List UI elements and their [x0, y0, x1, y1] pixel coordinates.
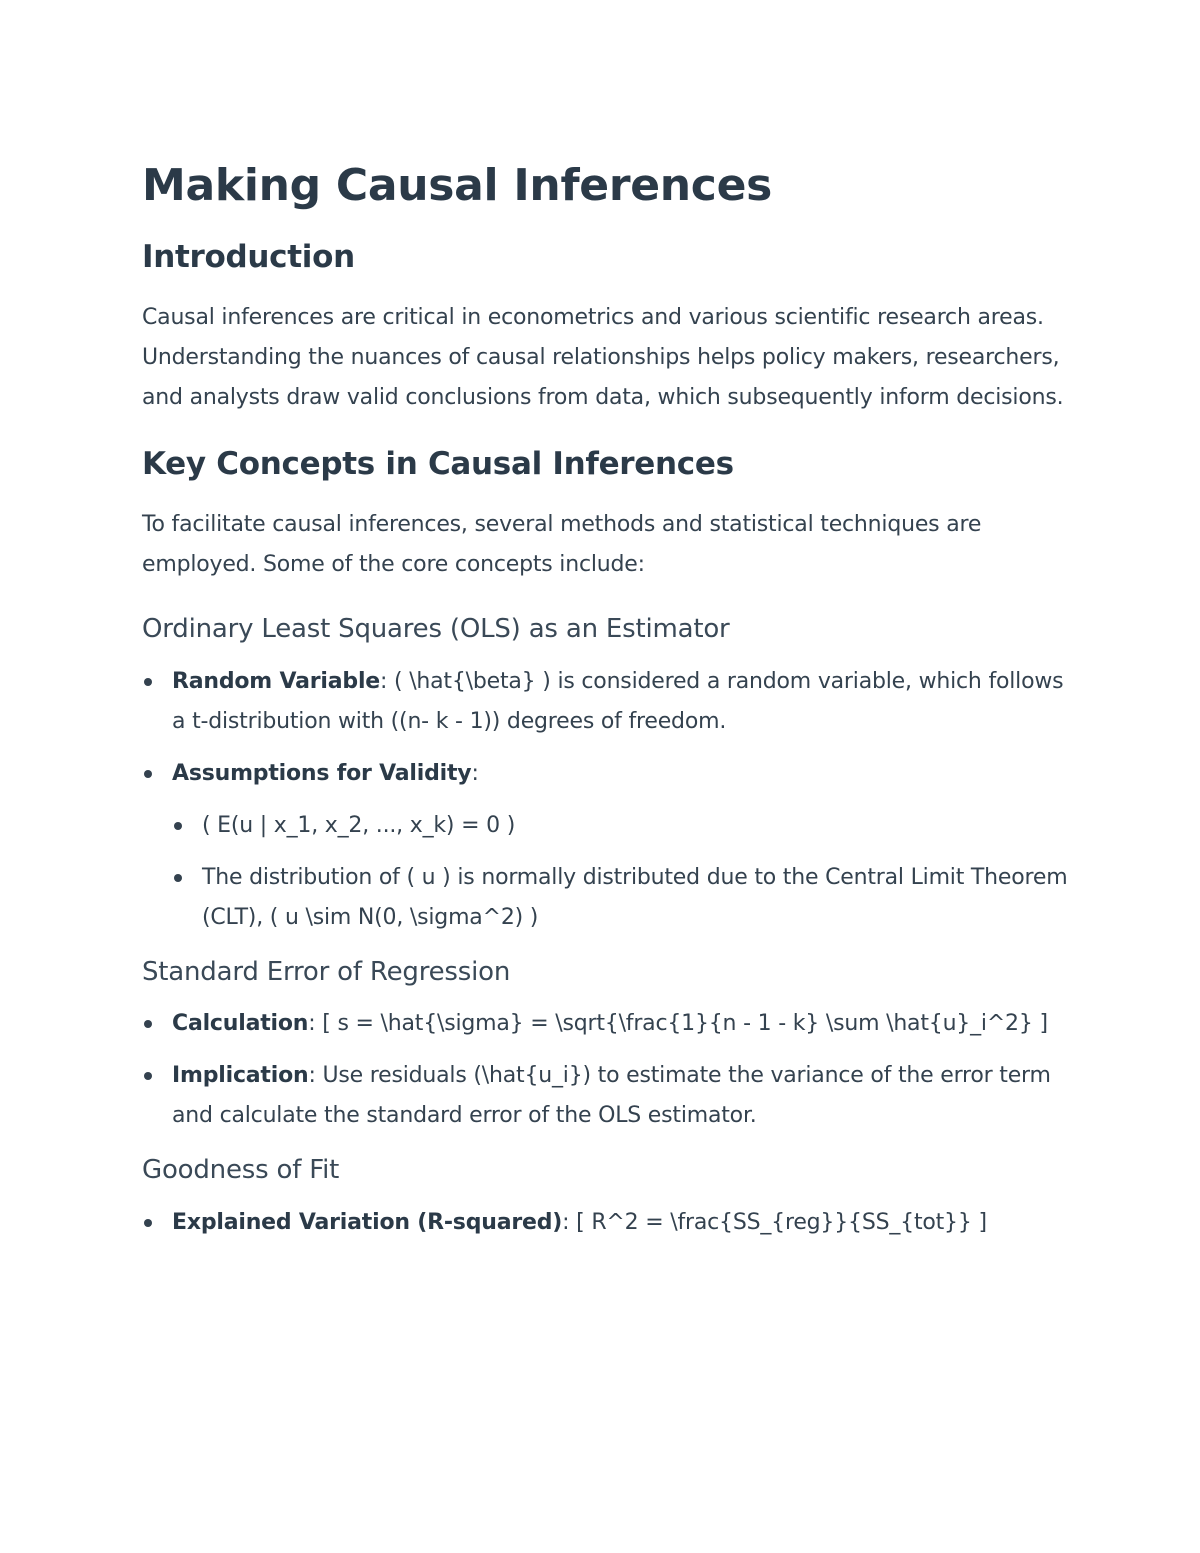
ser-heading: Standard Error of Regression	[142, 956, 511, 987]
ser-list	[142, 1004, 1072, 1136]
list-item-text: : Use residuals (\hat{u_i}) to estimate the variance of the error term and calculate the standard error of the OLS estimator.	[172, 1063, 1051, 1129]
list-item-text: : [ s = \hat{\sigma} = \sqrt{\frac{1}{n - 1 - k} \sum \hat{u}_i^2} ]	[308, 1011, 1048, 1037]
bullet-icon	[144, 770, 152, 778]
list-item	[142, 1004, 1072, 1044]
list-item-text: : [ R^2 = \frac{SS_{reg}}{SS_{tot}} ]	[562, 1209, 987, 1235]
ols-heading: Ordinary Least Squares (OLS) as an Estimator	[142, 614, 730, 645]
list-item-label: Random Variable	[172, 668, 381, 694]
gof-list	[142, 1203, 1072, 1243]
bullet-icon	[144, 1219, 152, 1227]
introduction-heading: Introduction	[142, 238, 355, 275]
list-item	[142, 1056, 1072, 1136]
assumptions-sublist	[172, 806, 1072, 938]
document-title: Making Causal Inferences	[142, 160, 773, 211]
list-item-label: Explained Variation (R-squared)	[172, 1209, 563, 1235]
list-item-label: Calculation	[172, 1011, 309, 1037]
key-concepts-paragraph: To facilitate causal inferences, several methods and statistical techniques are employed. Some of the core concepts include:	[142, 512, 982, 578]
list-item-label: Assumptions for Validity	[172, 760, 472, 786]
sub-list-item-text: ( E(u | x_1, x_2, ..., x_k) = 0 )	[202, 812, 516, 838]
key-concepts-heading: Key Concepts in Causal Inferences	[142, 445, 734, 482]
bullet-icon	[174, 874, 182, 882]
bullet-icon	[174, 822, 182, 830]
sub-list-item	[172, 806, 1072, 846]
introduction-paragraph: Causal inferences are critical in econometrics and various scientific research areas. Understanding the nuances of causal relationships helps policy makers, researchers, and analysts draw valid conclusions from data, which subsequently inform decisions.	[142, 304, 1064, 410]
list-item-text: :	[471, 760, 479, 786]
ols-list	[142, 662, 1072, 938]
list-item	[142, 1203, 1072, 1243]
bullet-icon	[144, 1072, 152, 1080]
list-item	[142, 662, 1072, 742]
bullet-icon	[144, 1020, 152, 1028]
bullet-icon	[144, 678, 152, 686]
list-item-text: : ( \hat{\beta} ) is considered a random variable, which follows a t-distribution with ((n- k - 1)) degrees of freedom.	[172, 668, 1064, 734]
gof-heading: Goodness of Fit	[142, 1155, 340, 1186]
sub-list-item-text: The distribution of ( u ) is normally distributed due to the Central Limit Theorem (CLT), ( u \sim N(0, \sigma^2) )	[202, 864, 1068, 930]
list-item-label: Implication	[172, 1063, 309, 1089]
document-content	[142, 160, 1072, 1261]
list-item	[142, 754, 1072, 938]
sub-list-item	[172, 858, 1072, 938]
